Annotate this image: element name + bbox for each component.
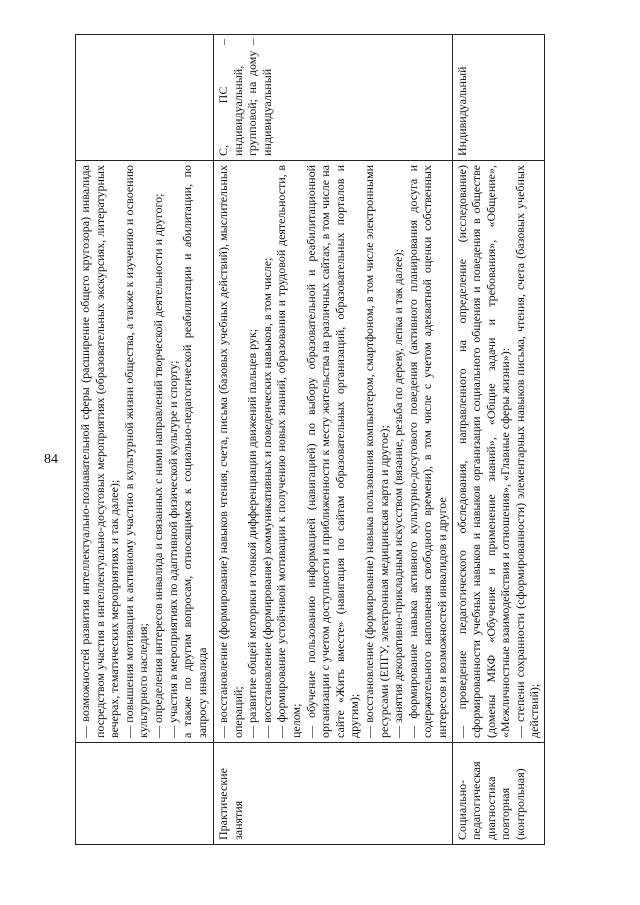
rotated-page-content bbox=[75, 35, 542, 845]
service-name-cell: Социально-педагогическая диагностика повторная (контрольная) bbox=[452, 743, 545, 845]
list-item: — развитие общей моторики и тонкой дифференциации движений пальцев рук; bbox=[245, 328, 260, 738]
list-item: — повышения мотивации к активному участию в культурной жизни общества, а также к изучению и освоению культурного наследия; bbox=[121, 165, 151, 738]
service-content-cell bbox=[214, 161, 453, 743]
list-item: — восстановление (формирование) навыков чтения, счета, письма (базовых учебных действий), мыслительных операций; bbox=[216, 165, 245, 738]
list-item: а также по другим вопросам, относящимся к социально-педагогической реабилитации и абилитации, по запросу инвалида bbox=[180, 165, 209, 738]
service-form-cell: С, ПС – индивидуальный, групповой; на дому – индивидуальный bbox=[214, 35, 453, 161]
list-item: — восстановление (формирование) навыка пользования компьютером, смартфоном, в том числе электронными ресурсами (ЕПГУ, электронная медицинская карта и другое); bbox=[361, 165, 391, 738]
list-item: — восстановление (формирование) коммуникативных и поведенческих навыков, в том числе; bbox=[259, 257, 274, 738]
page-number: 84 bbox=[44, 452, 58, 467]
service-table bbox=[75, 34, 545, 845]
service-name-cell bbox=[76, 743, 214, 845]
service-form-cell: Индивидуальный bbox=[452, 35, 545, 161]
service-form-cell bbox=[76, 35, 214, 161]
table-row bbox=[214, 35, 453, 845]
table-row bbox=[452, 35, 545, 845]
list-item: — проведение педагогического обследования, направленного на определение (исследование) сформированности учебных навыков и навыков организации социального общения и поведения в обществе (домены МКФ «Обучение и применение знаний», «Общие задачи и требования», «Общение», «Межличностные взаимодействия и отношения», «Главные сферы жизни»): bbox=[454, 165, 513, 738]
list-item: — степени сохранности (сформированности) элементарных навыков письма, чтения, счета (базовых учебных действий); bbox=[512, 165, 542, 738]
list-item: — обучение пользованию информацией (навигацией) по выбору образовательной и реабилитационной организации с учетом доступности и приближенности к месту жительства на различных сайтах, в том числе на сайте «Жить вместе» (навигация по сайтам образовательных организаций, образовательных порталов и другим); bbox=[303, 165, 362, 738]
service-content-cell bbox=[452, 161, 545, 743]
list-item: — занятия декоративно-прикладным искусством (вязание, резьба по дереву, лепка и так далее); bbox=[391, 249, 406, 738]
list-item: — формирование навыка активного культурно-досугового поведения (активного планирования досуга и содержательного наполнения свободного времени), в том числе с учетом адекватной оценки собственных интересов и возможностей инвалидов и другое bbox=[405, 165, 449, 738]
service-content-cell bbox=[76, 161, 214, 743]
list-item: — формирование устойчивой мотивации к получению новых знаний, образования и трудовой деятельности, в целом; bbox=[274, 165, 303, 738]
list-item: — определения интересов инвалида и связанных с ними направлений творческой деятельности и другого; bbox=[150, 193, 165, 738]
list-item: — возможностей развития интеллектуально-познавательной сферы (расширение общего кругозора) инвалида посредством участия в интеллектуально-досуговых мероприятиях (образовательных экскурсиях, литературных вечерах, тематических мероприятиях и так далее); bbox=[78, 165, 122, 738]
service-name-cell: Практические занятия bbox=[214, 743, 453, 845]
list-item: — участия в мероприятиях по адаптивной физической культуре и спорту; bbox=[165, 360, 180, 738]
table-row bbox=[76, 35, 214, 845]
